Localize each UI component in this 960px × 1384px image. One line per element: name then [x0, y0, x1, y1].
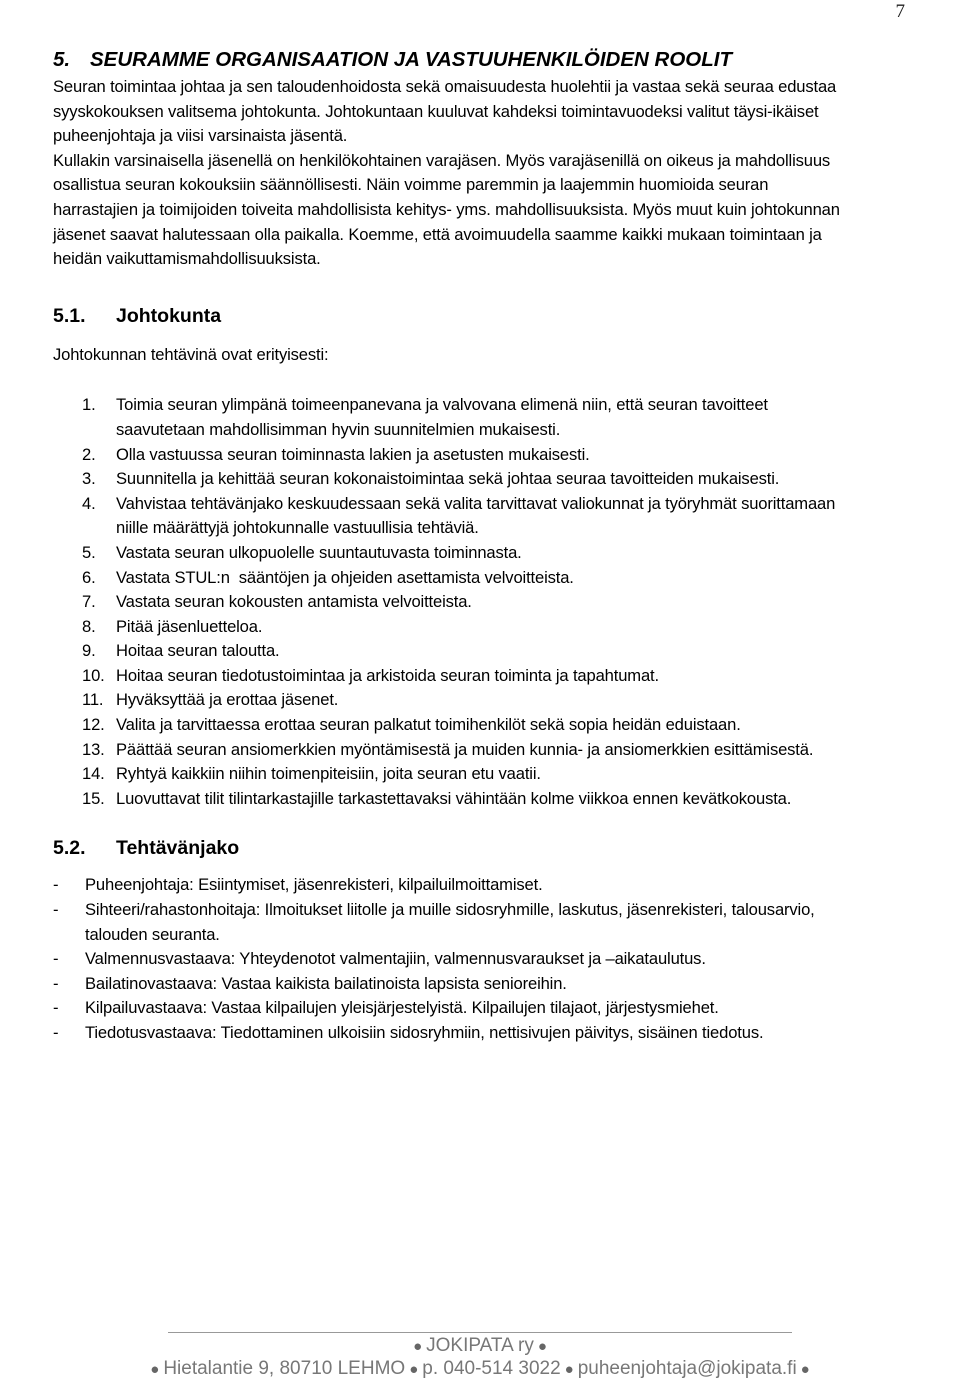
item-number: 8. [82, 616, 96, 636]
list-item [53, 898, 905, 947]
item-number: 4. [82, 493, 96, 513]
footer-divider [168, 1332, 792, 1333]
list-item [53, 738, 905, 763]
bullet-icon: ● [150, 1361, 160, 1378]
item-number: 14. [82, 764, 105, 784]
list-item [53, 873, 905, 898]
board-tasks-list [53, 393, 905, 811]
list-item [53, 1021, 905, 1046]
item-text: Puheenjohtaja: Esiintymiset, jäsenrekisteri, kilpailuilmoittamiset. [85, 875, 543, 895]
item-number: 6. [82, 567, 96, 587]
subsection-title: Tehtävänjako [116, 837, 240, 860]
footer-address: Hietalantie 9, 80710 LEHMO [163, 1358, 406, 1379]
bullet-icon: ● [409, 1361, 419, 1378]
list-item [53, 947, 905, 972]
item-text: Vastata STUL:n sääntöjen ja ohjeiden asettamista velvoitteista. [116, 567, 574, 587]
footer-email-link[interactable]: puheenjohtaja@jokipata.fi [577, 1358, 797, 1379]
subsection-heading-johtokunta [53, 303, 905, 329]
item-text: niille määrättyjä johtokunnalle vastuullisia tehtäviä. [116, 518, 479, 538]
bullet-icon: ● [413, 1338, 423, 1355]
item-number: 12. [82, 715, 105, 735]
item-text: Hoitaa seuran tiedotustoimintaa ja arkistoida seuran toiminta ja tapahtumat. [116, 665, 659, 685]
item-text: Kilpailuvastaava: Vastaa kilpailujen yleisjärjestelyistä. Kilpailujen tilajaot, järjestysmiehet. [85, 998, 719, 1018]
footer-org-line [0, 1335, 960, 1357]
intro-line: harrastajien ja toimijoiden toiveita mahdollisista kehitys- yms. mahdollisuuksista. Myös muut kuin johtokunnan [53, 199, 840, 219]
item-text: Hyväksyttää ja erottaa jäsenet. [116, 690, 339, 710]
intro-line: osallistua seuran kokouksiin säännöllisesti. Näin voimme paremmin ja laajemmin huomioida seuran [53, 175, 769, 195]
item-text: Ryhtyä kaikkiin niihin toimenpiteisiin, joita seuran etu vaatii. [116, 764, 541, 784]
page-number: 7 [895, 1, 905, 22]
item-text: talouden seuranta. [85, 924, 220, 944]
list-item [53, 972, 905, 997]
subsection-number: 5.2. [53, 837, 86, 860]
item-text: Valmennusvastaava: Yhteydenotot valmentajiin, valmennusvaraukset ja –aikataulutus. [85, 949, 706, 969]
bullet-icon: ● [537, 1338, 547, 1355]
item-text: saavutetaan mahdollisimman hyvin suunnitelmien mukaisesti. [116, 419, 561, 439]
list-item [53, 639, 905, 664]
intro-line: heidän vaikuttamismahdollisuuksista. [53, 249, 321, 269]
intro-line: puheenjohtaja ja viisi varsinaista jäsentä. [53, 126, 348, 146]
footer-phone: p. 040-514 3022 [422, 1358, 561, 1379]
item-text: Olla vastuussa seuran toiminnasta lakien ja asetusten mukaisesti. [116, 444, 590, 464]
intro-line: Kullakin varsinaisella jäsenellä on henkilökohtainen varajäsen. Myös varajäsenillä on oikeus ja mahdollisuus [53, 150, 831, 170]
dash-bullet: - [53, 875, 59, 895]
item-text: Hoitaa seuran taloutta. [116, 641, 280, 661]
list-item [53, 688, 905, 713]
dash-bullet: - [53, 900, 59, 920]
item-text: Valita ja tarvittaessa erottaa seuran palkatut toimihenkilöt sekä sopia heidän eduistaan. [116, 715, 741, 735]
list-item [53, 713, 905, 738]
bullet-icon: ● [800, 1361, 810, 1378]
subsection-title: Johtokunta [116, 304, 222, 327]
list-item [53, 566, 905, 591]
section-number: 5. [53, 48, 71, 71]
item-text: Toimia seuran ylimpänä toimeenpanevana ja valvovana elimenä niin, että seuran tavoitteet [116, 395, 768, 415]
item-text: Pitää jäsenluetteloa. [116, 616, 263, 636]
footer-contact-line [0, 1358, 960, 1380]
dash-bullet: - [53, 973, 59, 993]
item-text: Tiedotusvastaava: Tiedottaminen ulkoisiin sidosryhmiin, nettisivujen päivitys, sisäinen tiedotus. [85, 1023, 764, 1042]
item-text: Päättää seuran ansiomerkkien myöntämisestä ja muiden kunnia- ja ansiomerkkien esittämisestä. [116, 739, 814, 759]
list-item [53, 664, 905, 689]
list-item [53, 443, 905, 468]
item-number: 11. [82, 690, 104, 710]
list-item [53, 762, 905, 787]
dash-bullet: - [53, 1023, 59, 1042]
intro-line: jäsenet saavat halutessaan olla paikalla. Koemme, että avoimuudella saamme kaikki mukaan toimintaan ja [53, 224, 822, 244]
item-text: Sihteeri/rahastonhoitaja: Ilmoitukset liitolle ja muille sidosryhmille, laskutus, jäsenrekisteri, talousarvio, [85, 900, 815, 920]
intro-line: syyskokouksen valitsema johtokunta. Johtokuntaan kuuluvat kahdeksi toimintavuodeksi valitut täysi-ikäiset [53, 101, 819, 121]
list-item [53, 541, 905, 566]
item-number: 2. [82, 444, 96, 464]
item-number: 15. [82, 788, 105, 808]
item-number: 5. [82, 542, 96, 562]
item-text: Luovuttavat tilit tilintarkastajille tarkastettavaksi vähintään kolme viikkoa ennen kevätkokousta. [116, 788, 792, 808]
tasks-lead-text: Johtokunnan tehtävinä ovat erityisesti: [53, 344, 329, 364]
subsection-number: 5.1. [53, 304, 86, 327]
section-title: SEURAMME ORGANISAATION JA VASTUUHENKILÖIDEN ROOLIT [90, 48, 732, 71]
section-intro-paragraph [53, 75, 905, 272]
item-text: Vahvistaa tehtävänjako keskuudessaan sekä valita tarvittavat valiokunnat ja työryhmät suorittamaan [116, 493, 836, 513]
item-text: Suunnitella ja kehittää seuran kokonaistoimintaa sekä johtaa seuraa tavoitteiden mukaisesti. [116, 469, 780, 489]
intro-line: Seuran toimintaa johtaa ja sen taloudenhoidosta sekä omaisuudesta huolehtii ja vastaa sekä seuraa edustaa [53, 77, 837, 96]
dash-bullet: - [53, 949, 59, 969]
list-item [53, 787, 905, 812]
item-text: Vastata seuran kokousten antamista velvoitteista. [116, 592, 472, 612]
item-number: 1. [82, 395, 96, 415]
footer-org-name: JOKIPATA ry [426, 1335, 534, 1356]
list-item [53, 590, 905, 615]
item-number: 10. [82, 665, 105, 685]
section-heading [53, 46, 905, 74]
item-text: Bailatinovastaava: Vastaa kaikista bailatinoista lapsista senioreihin. [85, 973, 567, 993]
item-number: 9. [82, 641, 96, 661]
roles-list [53, 873, 905, 1045]
list-item [53, 393, 905, 442]
list-item [53, 615, 905, 640]
item-number: 13. [82, 739, 105, 759]
dash-bullet: - [53, 998, 59, 1018]
bullet-icon: ● [564, 1361, 574, 1378]
list-item [53, 492, 905, 541]
item-text: Vastata seuran ulkopuolelle suuntautuvasta toiminnasta. [116, 542, 522, 562]
list-item [53, 467, 905, 492]
item-number: 3. [82, 469, 96, 489]
document-body [53, 46, 905, 1046]
subsection-heading-tehtavanjako [53, 835, 905, 861]
list-item [53, 996, 905, 1021]
item-number: 7. [82, 592, 96, 612]
